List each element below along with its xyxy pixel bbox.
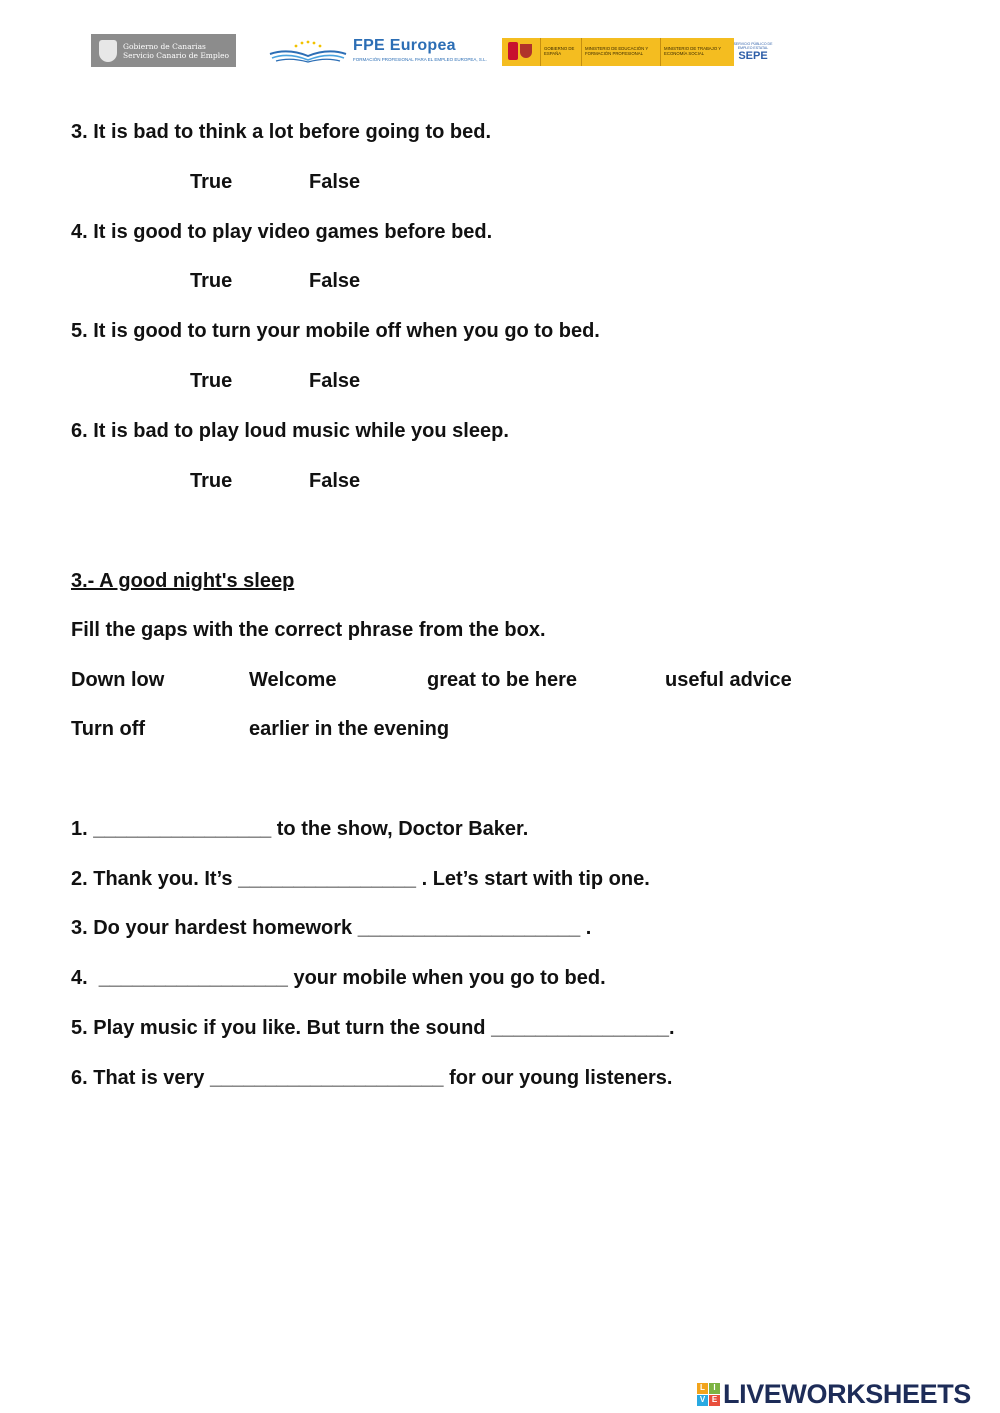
tf-question-4: 4. It is good to play video games before bed.: [71, 221, 493, 243]
word-box-item: great to be here: [427, 669, 578, 691]
cube-letter-l: L: [697, 1383, 708, 1394]
tf-true-option[interactable]: True: [190, 470, 233, 492]
gap-sentence-5: 5. Play music if you like. But turn the sound ________________.: [71, 1017, 675, 1039]
tf-true-option[interactable]: True: [190, 370, 233, 392]
gobierno-de-espana-logo: [502, 38, 734, 66]
word-box-item: earlier in the evening: [249, 718, 450, 740]
gobierno-de-canarias-logo: [91, 34, 236, 67]
gap-sentence-3: 3. Do your hardest homework ____________________ .: [71, 917, 592, 939]
tf-question-6: 6. It is bad to play loud music while you sleep.: [71, 420, 509, 442]
tf-false-option[interactable]: False: [309, 470, 361, 492]
cube-letter-i: I: [709, 1383, 720, 1394]
gap-sentence-2: 2. Thank you. It’s ________________ . Let’s start with tip one.: [71, 868, 650, 890]
gov-logo-cell-1: GOBIERNO DE ESPAÑA: [540, 38, 581, 66]
tf-false-option[interactable]: False: [309, 171, 361, 193]
gap-sentence-4: 4. _________________ your mobile when you go to bed.: [71, 967, 606, 989]
tf-true-option[interactable]: True: [190, 270, 233, 292]
gov-logo-cell-3: MINISTERIO DE TRABAJO Y ECONOMÍA SOCIAL: [660, 38, 733, 66]
section-heading: 3.- A good night's sleep: [71, 570, 295, 592]
fpe-europea-logo: [268, 36, 487, 66]
tf-question-5: 5. It is good to turn your mobile off when you go to bed.: [71, 320, 600, 342]
gov-logo-cell-2: MINISTERIO DE EDUCACIÓN Y FORMACIÓN PROFESIONAL: [581, 38, 660, 66]
word-box-item: Welcome: [249, 669, 337, 691]
word-box-item: useful advice: [665, 669, 792, 691]
canarias-logo-line1: Gobierno de Canarias: [123, 41, 206, 51]
liveworksheets-logo: [697, 1379, 971, 1409]
open-book-icon: [268, 40, 348, 64]
spain-coat-of-arms-icon: [502, 38, 540, 66]
tf-true-option[interactable]: True: [190, 171, 233, 193]
fpe-logo-subtitle: FORMACIÓN PROFESIONAL PARA EL EMPLEO EUROPEA, S.L.: [353, 57, 487, 62]
gap-sentence-6: 6. That is very _____________________ for our young listeners.: [71, 1067, 673, 1089]
word-box-item: Down low: [71, 669, 165, 691]
canarias-shield-icon: [99, 40, 117, 62]
section-instruction: Fill the gaps with the correct phrase from the box.: [71, 619, 546, 641]
cube-letter-e: E: [709, 1395, 720, 1406]
liveworksheets-cube-icon: [697, 1383, 720, 1406]
tf-false-option[interactable]: False: [309, 370, 361, 392]
word-box-item: Turn off: [71, 718, 146, 740]
sepe-logo-text: SEPE: [738, 50, 768, 62]
liveworksheets-wordmark: LIVEWORKSHEETS: [723, 1378, 971, 1409]
tf-false-option[interactable]: False: [309, 270, 361, 292]
tf-question-3: 3. It is bad to think a lot before going to bed.: [71, 121, 491, 143]
cube-letter-v: V: [697, 1395, 708, 1406]
sepe-logo: [733, 38, 773, 66]
sepe-logo-small-text: SERVICIO PÚBLICO DE EMPLEO ESTATAL: [733, 42, 773, 50]
canarias-logo-line2: Servicio Canario de Empleo: [123, 50, 230, 60]
fpe-logo-name: FPE Europea: [353, 37, 456, 54]
gap-sentence-1: 1. ________________ to the show, Doctor Baker.: [71, 818, 529, 840]
